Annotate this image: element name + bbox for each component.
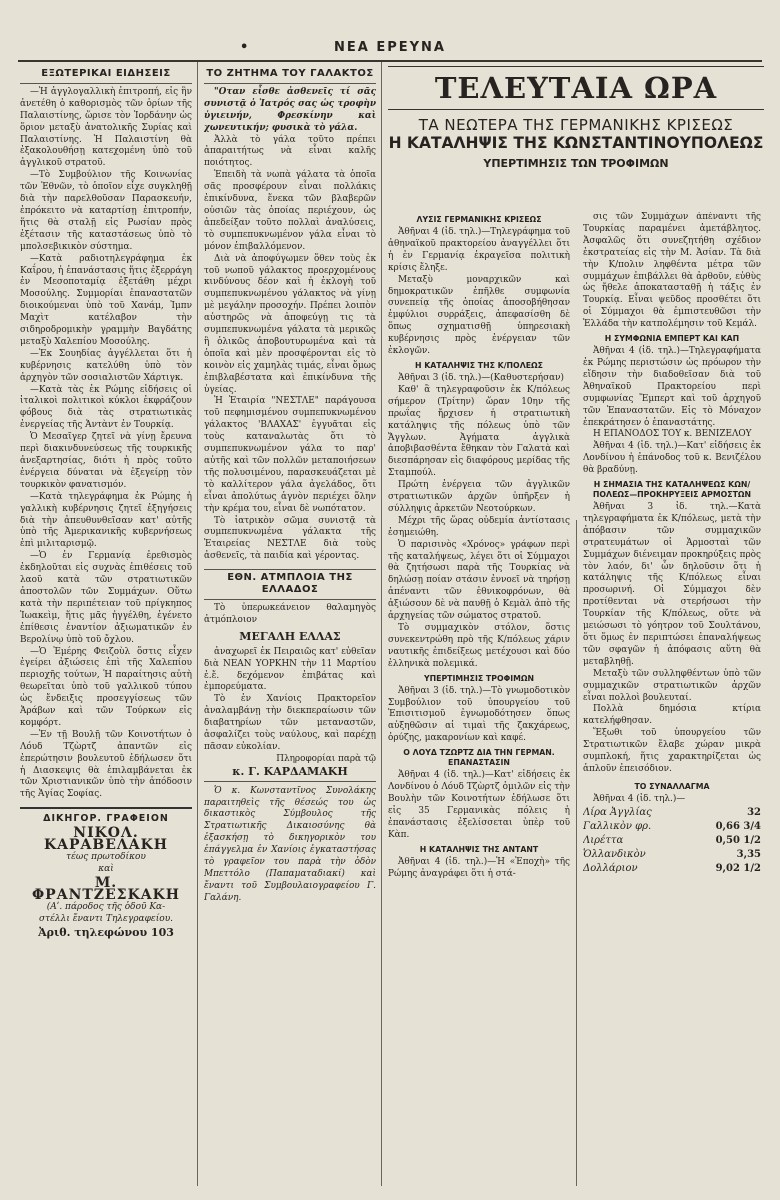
exchange-rate-row: [583, 834, 761, 848]
latest-news-right-paragraph: Ἔξωθι τοῦ ὑπουργείου τῶν Στρατιωτικῶν ἔλαβε χώραν μικρὰ συμπλοκή, ἥτις χαρακτηρίζεται ὡς ἁπλοῦν ἐπεισόδιον.: [583, 728, 761, 774]
milk-paragraph: Ἡ Ἑταιρία "ΝΕΣΤΛΕ" παράγουσα τοῦ πεφημισμένου συμπεπυκνωμένου γάλακτος 'ΒΛΑΧΑΣ' ἐγγυᾶται εἰς τοὺς καταναλωτὰς ὅτι τὸ συμπεπυκνωμένον γάλα το παρ' αὐτῆς καὶ τῶν πολλῶν μεταποιήσεων τῆς πολυσιμένου, παρασκευάζεται μὲ τὸ καλλίτερον γάλα ἀγελάδος, ὅτι εἶναι ἀπολύτως ἁγνὸν περιέχει ὅλην τὴν κρέμα του, εἶναι δὲ νωπότατον.: [204, 396, 376, 514]
foreign-news-paragraph: —Ἐκ Σουηδίας ἀγγέλλεται ὅτι ἡ κυβέρνησις κατελύθη ὑπὸ τὸν ἀρχηγὸν τῶν σοσιαλιστῶν Χάρτιγκ.: [20, 348, 192, 383]
foreign-news-paragraph: —Ὁ Ἐμέρης Φειζοὺλ ὅστις εἶχεν ἐγείρει ἀξιώσεις ἐπὶ τῆς Χαλεπίου περιοχῆς τούτων, Ἡ παραίτησις αὐτὴ θεωρεῖται ὑπὸ τοῦ γαλλικοῦ τύπου ὡς ἔνδειξις προσεγγίσεως τῶν Ἀράβων καὶ τῶν Τούρκων εἰς κομφόρτ.: [20, 646, 192, 728]
exchange-heading: ΤΟ ΣΥΝΑΛΛΑΓΜΑ: [634, 781, 710, 791]
shipping-intro: Τὸ ὑπερωκεάνειον θαλαμηγὸς ἀτμόπλοιον: [204, 602, 376, 625]
ad-line-5: Μ. ΦΡΑΝΤΖΕΣΚΑΚΗ: [31, 874, 180, 903]
latest-news-right-paragraph: Ἀθῆναι 4 (ἰδ. τηλ.)—Κατ' εἰδήσεις ἐκ Λονδίνου ἡ ἐπάνοδος τοῦ κ. Βενιζέλου θὰ βραδύνῃ.: [583, 441, 761, 476]
column-foreign-news: [20, 66, 192, 1184]
foreign-news-paragraph: —Ὁ ἐν Γερμανίᾳ ἐρεθισμὸς ἐκδηλοῦται εἰς συχνὰς ἐπιθέσεις τοῦ λαοῦ κατὰ τῶν στρατιωτικῶν ἀποστολῶν τῶν Συμμάχων. Οὕτω κατὰ τὴν περιπέτειαν τοῦ πρίγκηπος Ἰωακεὶμ, ἥτις μᾶς ἠγγέλθη, ἐγένετο ἐπίθεσις ἐναντίον ἀξιωματικῶν ἐν Βερολίνῳ ὑπὸ τοῦ ὄχλου.: [20, 551, 192, 645]
latest-news-left-paragraph: Ἀθῆναι 4 (ἰδ. τηλ.)—Κατ' εἰδήσεις ἐκ Λονδίνου ὁ Λόυδ Τζὼρτζ ὁμιλῶν εἰς τὴν Βουλὴν τῶν Κοινοτήτων ἐδήλωσε ὅτι εἰς 35 Γερμανικὰς πόλεις ἡ ἐπανάστασις ἐξελίσσεται ὑπὲρ τοῦ Κὰπ.: [388, 770, 570, 840]
currency-name: Ὁλλανδικὸν: [583, 848, 646, 860]
latest-news-left-subhead: Ο ΛΟΥΔ ΤΖΩΡΤΖ ΔΙΑ ΤΗΝ ΓΕΡΜΑΝ. ΕΠΑΝΑΣΤΑΣΙΝ: [403, 748, 555, 768]
ship-name: ΜΕΓΑΛΗ ΕΛΛΑΣ: [239, 629, 341, 643]
latest-news-right-subhead: Η ΣΥΜΦΩΝΙΑ ΕΜΠΕΡΤ ΚΑΙ ΚΑΠ: [604, 334, 740, 344]
currency-value: 3,35: [736, 848, 761, 860]
foreign-news-paragraph: —Κατὰ ραδιοτηλεγράφημα ἐκ Καΐρου, ἡ ἐπανάστασις ἥτις ἐξερράγη ἐν Μεσοποταμίᾳ ἐξετάθη μέχρι Μοσούλης. Συμμορίαι ἐπαναστατῶν διοικούμεναι ὑπὸ τοῦ Χανάμ, Ἰμπν Μαχὶτ κατέλαβον τὴν σιδηροδρομικὴν γραμμὴν Βαγδάτης μεταξὺ Χαλεπίου Μοσούλης.: [20, 253, 192, 347]
milk-paragraph: Ἀλλὰ τὸ γάλα τοῦτο πρέπει ἀπαραιτήτως νὰ εἶναι καλῆς ποιότητος.: [204, 134, 376, 169]
column-rule-1: [197, 62, 198, 1186]
milk-lead: "Οταν εἶσθε ἀσθενεῖς τί σᾶς συνιστᾷ ὁ Ἰατρός σας ὡς τροφὴν ὑγιεινήν, Φρεσκίνην καὶ χωνευτικήν; φυσικὰ τὸ γάλα.: [204, 86, 376, 133]
foreign-news-paragraph: —Κατὰ τὰς ἐκ Ρώμης εἰδήσεις οἱ ἰταλικοὶ πολιτικοὶ κύκλοι ἐκφράζουν φόβους διὰ τὰς στρατιωτικὰς ἐνεργείας τῆς Ἀντὰντ ἐν Τουρκίᾳ.: [20, 384, 192, 431]
latest-news-left-paragraph: Τὸ συμμαχικὸν στόλον, ὅστις συνεκεντρώθη πρὸ τῆς Κ/πόλεως χάριν ναυτικῆς ἐπιδείξεως μετέχουσι καὶ δύο ἑλληνικὰ πολεμικά.: [388, 623, 570, 669]
exchange-rates: [583, 806, 761, 876]
shipping-heading: ΕΘΝ. ΑΤΜΠΛΟΙΑ ΤΗΣ ΕΛΛΑΔΟΣ: [204, 569, 376, 600]
latest-news-right-paragraph: Πολλὰ δημόσια κτίρια κατελήφθησαν.: [583, 704, 761, 727]
column-milk-issue: [204, 66, 376, 1184]
latest-news-left-subhead: ΛΥΣΙΣ ΓΕΡΜΑΝΙΚΗΣ ΚΡΙΣΕΩΣ: [416, 215, 542, 224]
latest-news-left-paragraph: Καθ' ἃ τηλεγραφοῦσιν ἐκ Κ/πόλεως σήμερον (Τρίτην) ὥραν 10ην τῆς πρωΐας ἤρχισεν ἡ στρατιωτικὴ κατάληψις τῆς πόλεως ὑπὸ τῶν Ἄγγλων. Ἀγήματα ἀγγλικὰ ἀποβιβασθέντα ἔθηκαν τὸν Γαλατὰ καὶ διεσπάρησαν εἰς διαφόρους μερίδας τῆς Σταμπούλ.: [388, 384, 570, 479]
german-crisis-subtitle: ΤΑ ΝΕΩΤΕΡΑ ΤΗΣ ΓΕΡΜΑΝΙΚΗΣ ΚΡΙΣΕΩΣ: [418, 116, 734, 134]
latest-news-left-paragraph: Ἀθῆναι 4 (ἰδ. τηλ.)—Ἡ «Ἐποχὴ» τῆς Ρώμης ἀναγράφει ὅτι ἡ στά-: [388, 856, 570, 879]
currency-name: Λίρα Ἀγγλίας: [583, 806, 652, 818]
currency-value: 0,50 1/2: [715, 834, 761, 846]
foreign-news-paragraph: —Ἡ ἀγγλογαλλικὴ ἐπιτροπή, εἰς ἣν ἀνετέθη ὁ καθορισμὸς τῶν ὁρίων τῆς Παλαιστίνης, ὥρισε τὸν Ἰορδάνην ὡς ὅριον μεταξὺ ἀνατολικῆς Συρίας καὶ Παλαιστίνης. Ἡ Παλαιστίνη θὰ ἐξακολουθήσῃ κατεχομένη ὑπὸ τοῦ ἀγγλικοῦ στρατοῦ.: [20, 86, 192, 169]
latest-news-right-paragraph: Η ΕΠΑΝΟΔΟΣ ΤΟΥ κ. ΒΕΝΙΖΕΛΟΥ: [593, 429, 752, 440]
column-latest-news-right: [583, 212, 761, 1184]
milk-paragraph: Διὰ νὰ ἀποφύγωμεν ὅθεν τοὺς ἐκ τοῦ νωποῦ γάλακτος προερχομένους κινδύνους δέον καὶ ἡ ἐκλογὴ τοῦ συμπεπυκνωμένου γάλακτος νὰ γίνῃ μὲ μεγάλην προσοχήν. Πρέπει λοιπὸν αὐστηρῶς νὰ ἀποφεύγῃ τις τὰ συμπεπυκνωμένα γάλατα τὰ μερικῶς ἢ ὁλικῶς ἀποβουτυρωμένα καὶ τὰ ὁποῖα καὶ μὲν προσφέρονται εἰς τὸ κοινὸν εἰς χαμηλὰς τιμάς, εἶναι ὅμως ἐπιβλαβέστατα καὶ ἐπικίνδυνα τῆς ὑγείας.: [204, 253, 376, 395]
milk-heading: ΤΟ ΖΗΤΗΜΑ ΤΟΥ ΓΑΛΑΚΤΟΣ: [204, 66, 376, 84]
exchange-rate-row: [583, 848, 761, 862]
latest-news-right-subhead: Η ΣΗΜΑΣΙΑ ΤΗΣ ΚΑΤΑΛΗΨΕΩΣ ΚΩΝ/ΠΟΛΕΩΣ—ΠΡΟΚΗΡΥΞΕΙΣ ΑΡΜΟΣΤΩΝ: [592, 480, 752, 500]
latest-news-left-paragraph: Ἀθῆναι 3 (ἰδ. τηλ.)—(Καθυστερήσαν): [398, 372, 564, 383]
foreign-news-paragraph: —Κατὰ τηλεγράφημα ἐκ Ρώμης ἡ γαλλικὴ κυβέρνησις ζητεῖ ἐξηγήσεις διὰ τὴν ἀπευθυνθεῖσαν κατ' αὐτῆς ὑπὸ τῆς Ἀμερικανικῆς κυβερνήσεως ἐπὶ μιλιταρισμῷ.: [20, 491, 192, 550]
ad-line-3: τέως πρωτοδίκου: [66, 852, 146, 862]
latest-news-left-paragraph: Ὁ παρισινὸς «Χρόνος» γράφων περὶ τῆς καταλήψεως, λέγει ὅτι οἱ Σύμμαχοι θὰ ζητήσωσι παρὰ τῆς Τουρκίας νὰ δηλώσῃ ποίαν στάσιν ἐννοεῖ νὰ τηρήσῃ ἀπέναντι τῶν ἐθνικοφρόνων, θὰ ἀξιώσουν δὲ νὰ παυθῇ ὁ Κεμὰλ ἀπὸ τῆς ἀρχηγείας τῶν σώματος στρατοῦ.: [388, 539, 570, 622]
latest-news-left-subhead: Η ΚΑΤΑΛΗΨΙΣ ΤΗΣ ΑΝΤΑΝΤ: [419, 844, 539, 854]
latest-news-right-paragraph: σις τῶν Συμμάχων ἀπέναντι τῆς Τουρκίας παραμένει ἀμετάβλητος. Ἀσφαλῶς ὅτι συνεζητήθη σχέδιον ἐκστρατείας εἰς τὴν Μ. Ἀσίαν. Τὰ διὰ τὴν Κ/πολιν ληφθέντα μέτρα τῶν συμμάχων ἐπιβάλλει θὰ ἀρθοῦν, εὐθὺς ὡς ἤθελε ἀποκατασταθῇ ἡ τάξις ἐν Τουρκίᾳ. Εἶναι ψεῦδος προσθέτει ὅτι οἱ Σύμμαχοι θὰ ἐμπιστευθῶσι τὴν Ἑλλάδα τὴν κατπολέμησιν τοῦ Κεμάλ.: [583, 212, 761, 330]
currency-value: 0,66 3/4: [715, 820, 761, 832]
ad-line-6: (Αʹ. πάροδος τῆς ὁδοῦ Κα-: [46, 901, 166, 912]
masthead-dot: •: [240, 40, 251, 55]
exchange-intro: Ἀθῆναι 4 (ἰδ. τηλ.)—: [593, 793, 686, 804]
latest-news-right-paragraph: Μεταξὺ τῶν συλληφθέντων ὑπὸ τῶν συμμαχικῶν στρατιωτικῶν ἀρχῶν εἶναι πολλοὶ βουλευταί.: [583, 668, 761, 703]
foreign-news-heading: ΕΞΩΤΕΡΙΚΑΙ ΕΙΔΗΣΕΙΣ: [20, 66, 192, 84]
food-prices-subtitle: ΥΠΕΡΤΙΜΗΣΙΣ ΤΩΝ ΤΡΟΦΙΜΩΝ: [483, 156, 669, 170]
law-office-ad: [20, 807, 192, 939]
latest-news-left-subhead: ΥΠΕΡΤΙΜΗΣΙΣ ΤΡΟΦΙΜΩΝ: [423, 673, 535, 683]
exchange-rate-row: [583, 820, 761, 834]
latest-news-right-paragraph: Ἀθῆναι 4 (ἰδ. τηλ.)—Τηλεγραφήματα ἐκ Ρώμης περιστώσιν ὡς πρόωρον τὴν εἴδησιν τὴν διαδοθεῖσαν διὰ τοῦ Ἀθηναϊκοῦ Πρακτορείου περὶ συμφωνίας Ἔμπερτ καὶ τοῦ ἀρχηγοῦ τῶν Ἐπαναστατῶν. Εἰς τὸ Μόναχον ἐπεκράτησεν ὁ ἐπαναστάτης.: [583, 346, 761, 428]
shipping-agency: Τὸ ἐν Χανίοις Πρακτορεῖον ἀναλαμβάνῃ τὴν διεκπεραίωσιν τῶν διαβατηρίων τῶν μεταναστῶν, ἀσφαλίζει τοὺς ναύλους, καὶ παρέχῃ πᾶσαν εὐκολίαν.: [204, 694, 376, 752]
currency-name: Λιρέττα: [583, 834, 624, 846]
latest-hour-title: ΤΕΛΕΥΤΑΙΑ ΩΡΑ: [388, 66, 764, 110]
latest-news-left-body: [388, 215, 570, 880]
latest-news-right-body: [583, 212, 761, 776]
ad-line-2: ΝΙΚΟΛ. ΚΑΡΑΒΕΛΑΚΗ: [43, 825, 169, 854]
latest-news-left-paragraph: Ἀθῆναι 3 (ἰδ. τηλ.)—Τὸ γνωμοδοτικὸν Συμβούλιον τοῦ ὑπουργείου τοῦ Ἐπισιτισμοῦ ἐγνωμοδότησεν ὅπως αὐξηθῶσιν αἱ τιμαὶ τῆς ζακχάρεως, ὀρύζης, μακαρονίων καὶ καφέ.: [388, 685, 570, 744]
latest-news-left-subhead: Η ΚΑΤΑΛΗΨΙΣ ΤΗΣ Κ/ΠΟΛΕΩΣ: [414, 360, 544, 370]
currency-name: Γαλλικὸν φρ.: [583, 820, 652, 832]
foreign-news-body: [20, 87, 192, 801]
shipping-agent: κ. Γ. ΚΑΡΔΑΜΑΚΗ: [204, 766, 376, 782]
latest-news-left-paragraph: Μέχρι τῆς ὥρας οὐδεμία ἀντίστασις ἐσημειώθη.: [388, 515, 570, 538]
exchange-rate-row: [583, 806, 761, 820]
ad-line-8: Ἀριθ. τηλεφώνου 103: [38, 926, 174, 940]
foreign-news-paragraph: —Ἐν τῇ Βουλῇ τῶν Κοινοτήτων ὁ Λόυδ Τζὼρτζ ἀπαντῶν εἰς ἐπερώτησιν βουλευτοῦ ἐδήλωσεν ὅτι ἡ Διασκεψις θὰ ἐπιλαμβάνεται ἐκ τῶν Χριστιανικῶν ὑπὸ τὴν ἀπόδοσιν τῆς Ἁγίας Σοφίας.: [20, 729, 192, 800]
latest-news-right-paragraph: Ἀθῆναι 3 ἰδ. τηλ.—Κατὰ τηλεγραφήματα ἐκ Κ/πόλεως, μετὰ τὴν ἀπόβασιν τῶν συμμαχικῶν στρατευμάτων οἱ Ἁρμοσταὶ τῶν Συμμάχων διένειμαν προκηρύξεις πρὸς τὸν λαόν, δι' ὧν δηλοῦσιν ὅτι ἡ κατάληψις τῆς Κ/πόλεως εἶναι προσωρινή. Οἱ Σύμμαχοι δὲν προτίθενται νὰ στερήσωσι τὴν Τουρκίαν τῆς Κ/πόλεως, οὔτε νὰ μειώσωσι τὸ γόητρον τοῦ Σουλτάνου, ὅτι ὅμως ἐν περιπτώσει ἐπαναλήψεως τῶν σφαγῶν ἡ ἀπόφασις αὕτη θὰ μεταβληθῇ.: [583, 502, 761, 667]
lawyer-notice: Ὁ κ. Κωνσταντῖνος Συνολάκης παραιτηθεὶς τῆς θέσεώς του ὡς δικαστικὸς Σύμβουλος τῆς Στρατιωτικῆς Δικαιοσύνης θὰ ἐξασκήσῃ τὸ δικηγορικὸν του ἐπάγγελμα ἐν Χανίοις ἐγκαταστήσας τὸ γραφεῖον του παρὰ τὴν ὁδὸν Μπεττόλο (Παπαματαδιακί) καὶ ἔναντι τοῦ Συμβουλαιογραφείου Γ. Γαλάνη.: [204, 785, 376, 903]
milk-body: [204, 135, 376, 564]
ad-line-7: στέλλι ἔναντι Τηλεγραφείου.: [38, 913, 174, 924]
masthead: [10, 40, 770, 58]
shipping-details: ἀναχωρεῖ ἐκ Πειραιῶς κατ' εὐθεῖαν διὰ ΝΕΑΝ ΥΟΡΚΗΝ τὴν 11 Μαρτίου ἐ.ἔ. δεχόμενον ἐπιβάτας καὶ ἐμπορεύματα.: [204, 646, 376, 693]
constantinople-subtitle: Η ΚΑΤΑΛΗΨΙΣ ΤΗΣ ΚΩΝΣΤΑΝΤΙΝΟΥΠΟΛΕΩΣ: [388, 133, 764, 152]
milk-paragraph: Ἐπειδὴ τὰ νωπὰ γάλατα τὰ ὁποῖα σᾶς προσφέρουν εἶναι πολλάκις ἐπικίνδυνα, ἕνεκα τῶν βλαβερῶν οὐσιῶν τὰς ὁποίας περιέχουν, ὡς ἀπεδείξαν τοῦτο πολλαὶ ἀναλύσεις, τὸ συμπεπυκνωμένον γάλα εἶναι τὸ μόνον ἐπιβαλλόμενον.: [204, 170, 376, 252]
shipping-info: Πληροφορίαι παρὰ τῷ: [276, 753, 376, 764]
currency-name: Δολλάριον: [583, 862, 638, 874]
foreign-news-paragraph: Ὁ Μεσαῖγερ ζητεῖ νὰ γίνῃ ἔρευνα περὶ διακινδυνεύσεως τῆς τουρκικῆς ἀνεξαρτησίας, διότι ἡ πρὸς τοῦτο ἐνέργεια δύναται νὰ ἐξεγείρῃ τὸν τουρκικὸν φανατισμόν.: [20, 432, 192, 490]
latest-news-left-paragraph: Μεταξὺ μοναρχικῶν καὶ δημοκρατικῶν ἐπῆλθε συμφωνία συνεπείᾳ τῆς ὁποίας ἀποσοβήθησαν ἐμφύλιοι συρράξεις, ἀπεφασίσθη δὲ ὅπως σχηματισθῇ ὑπηρεσιακὴ κυβέρνησις πρὸς ἐνέργειαν τῶν ἐκλογῶν.: [388, 274, 570, 357]
foreign-news-paragraph: —Τὸ Συμβούλιον τῆς Κοινωνίας τῶν Ἐθνῶν, τὸ ὁποῖον εἶχε συγκληθῇ διὰ τὴν παρελθοῦσαν Παρασκευήν, ἐπρόκειτο νὰ καταρτίσῃ ἐπιτροπήν, ἥτις θὰ σταλῇ εἰς Ρωσίαν πρὸς ἐξέτασιν τῆς καταστάσεως ὑπὸ τὸ μπολσεβικικὸν σύστημα.: [20, 170, 192, 252]
ad-line-1: ΔΙΚΗΓΟΡ. ΓΡΑΦΕΙΟΝ: [43, 813, 169, 825]
currency-value: 32: [747, 806, 761, 818]
column-rule-2: [381, 62, 382, 1186]
exchange-rate-row: [583, 862, 761, 876]
top-rule: [18, 60, 762, 62]
currency-value: 9,02 1/2: [715, 862, 761, 874]
milk-paragraph: Τὸ ἰατρικὸν σῶμα συνιστᾷ τὰ συμπεπυκνωμένα γάλακτα τῆς Ἑταιρείας ΝΕΣΤΛΕ διὰ τοὺς ἀσθενεῖς, τὰ παιδία καὶ γέροντας.: [204, 515, 376, 562]
latest-news-left-paragraph: Πρώτη ἐνέργεια τῶν ἀγγλικῶν στρατιωτικῶν ἀρχῶν ὑπῆρξεν ἡ σύλληψις ἀρκετῶν Νεοτούρκων.: [388, 480, 570, 514]
column-latest-news-left: [388, 212, 570, 1184]
ad-line-4: καὶ: [98, 863, 114, 874]
masthead-title: ΝΕΑ ΕΡΕΥΝΑ: [334, 40, 446, 55]
latest-news-left-paragraph: Ἀθῆναι 4 (ἰδ. τηλ.)—Τηλεγράφημα τοῦ ἀθηναϊκοῦ πρακτορείου ἀναγγέλλει ὅτι ἡ ἐν Γερμανίᾳ ἐκραγεῖσα πολιτικὴ κρίσις ἔληξε.: [388, 227, 570, 273]
